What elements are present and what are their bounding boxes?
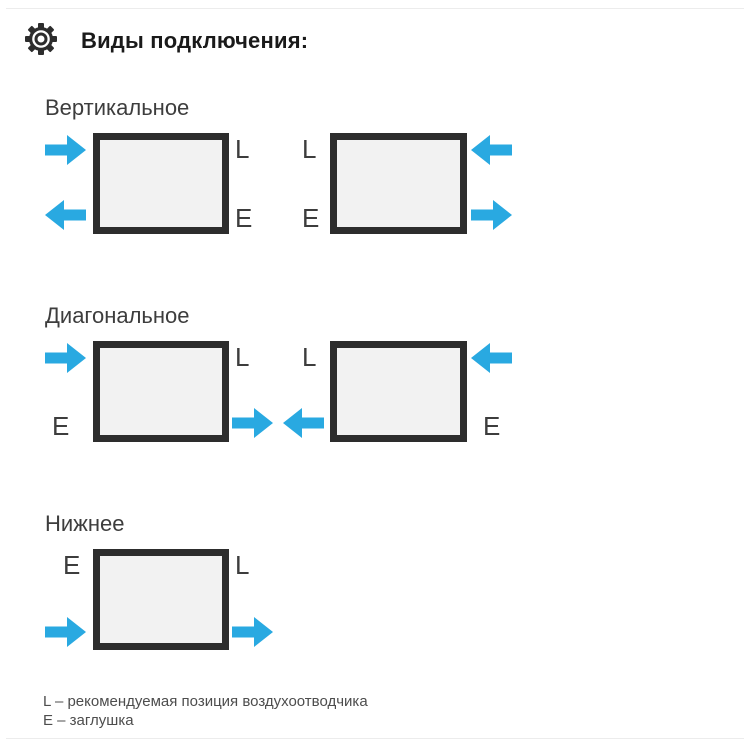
flow-in-arrow-icon xyxy=(45,617,86,647)
plug-label: E xyxy=(235,203,253,233)
flow-out-arrow-icon xyxy=(283,408,324,438)
plug-label: E xyxy=(52,411,70,441)
plug-label: E xyxy=(302,203,320,233)
section-title-bottom: Нижнее xyxy=(45,511,125,536)
flow-in-arrow-icon xyxy=(45,343,86,373)
arrow-shape xyxy=(471,135,512,165)
flow-in-arrow-icon xyxy=(471,343,512,373)
legend-line-vent: L – рекомендуемая позиция воздухоотводчика xyxy=(43,693,368,710)
vent-position-label: L xyxy=(302,342,317,372)
plug-label: E xyxy=(483,411,501,441)
flow-out-arrow-icon xyxy=(471,200,512,230)
vent-position-label: L xyxy=(235,342,250,372)
radiator-box xyxy=(330,341,467,442)
radiator-box xyxy=(330,133,467,234)
plug-label: E xyxy=(63,550,81,580)
flow-in-arrow-icon xyxy=(471,135,512,165)
flow-out-arrow-icon xyxy=(45,200,86,230)
arrow-shape xyxy=(471,200,512,230)
radiator-box xyxy=(93,133,229,234)
top-divider xyxy=(6,8,744,9)
flow-out-arrow-icon xyxy=(232,408,273,438)
gear-icon xyxy=(22,20,60,58)
vent-position-label: L xyxy=(235,134,250,164)
arrow-shape xyxy=(283,408,324,438)
bottom-divider xyxy=(6,738,744,739)
arrow-shape xyxy=(45,200,86,230)
legend-line-plug: E – заглушка xyxy=(43,712,134,729)
flow-out-arrow-icon xyxy=(232,617,273,647)
arrow-shape xyxy=(45,135,86,165)
section-title-vertical: Вертикальное xyxy=(45,95,190,120)
arrow-shape xyxy=(232,408,273,438)
page-title: Виды подключения: xyxy=(81,28,309,53)
legend xyxy=(43,692,368,730)
arrow-shape xyxy=(45,617,86,647)
vent-position-label: L xyxy=(302,134,317,164)
arrow-shape xyxy=(232,617,273,647)
arrow-shape xyxy=(45,343,86,373)
section-title-diagonal: Диагональное xyxy=(45,303,190,328)
arrow-shape xyxy=(471,343,512,373)
vent-position-label: L xyxy=(235,550,250,580)
radiator-box xyxy=(93,341,229,442)
flow-in-arrow-icon xyxy=(45,135,86,165)
radiator-box xyxy=(93,549,229,650)
